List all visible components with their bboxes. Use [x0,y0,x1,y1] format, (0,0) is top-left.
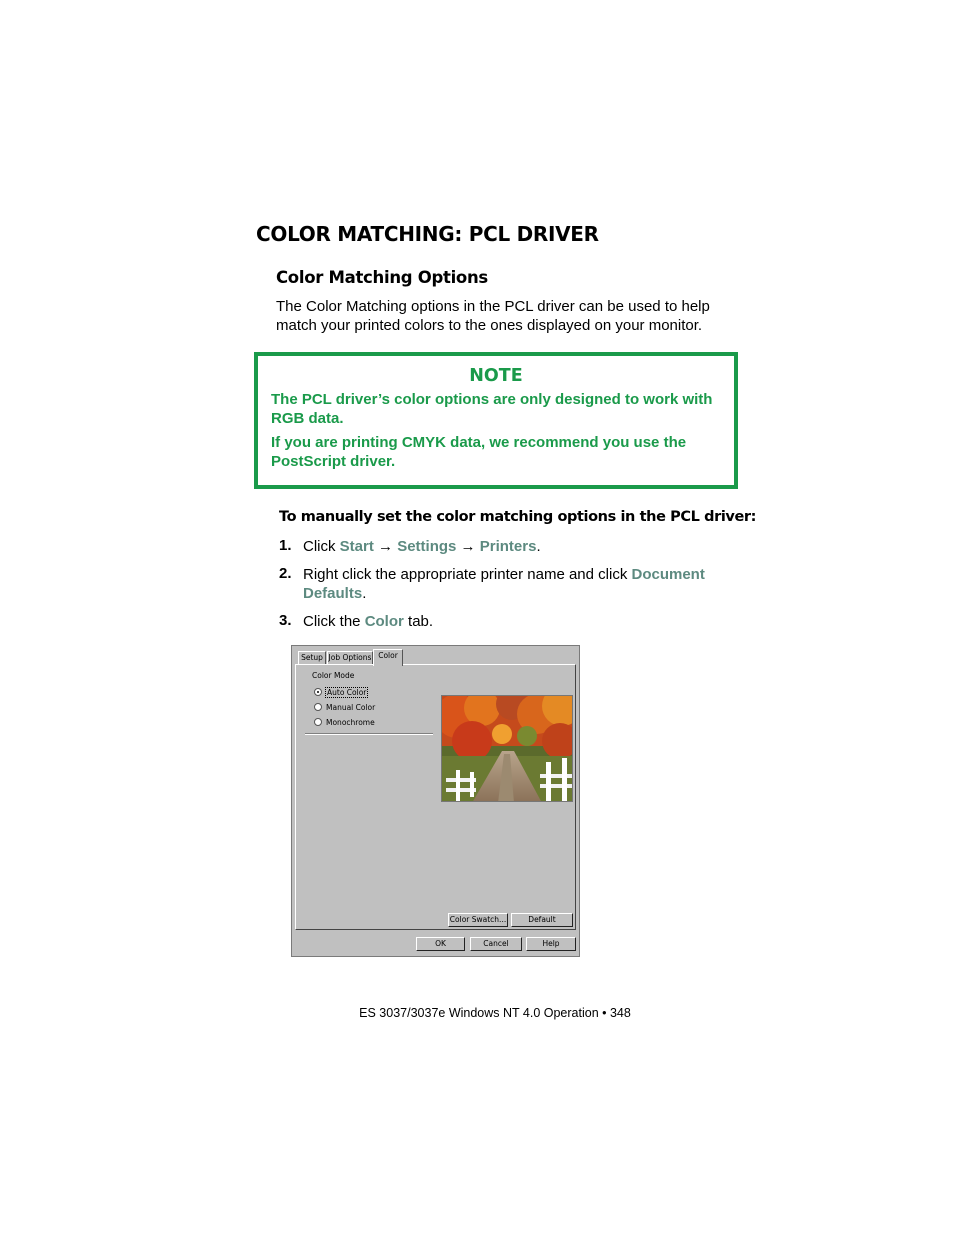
step-3-text: Click the Color tab. [303,613,434,630]
manual-color-label: Manual Color [326,703,376,712]
section-title: Color Matching Options [276,268,488,287]
procedure-heading: To manually set the color matching options in the PCL driver: [279,509,757,525]
autumn-road-image [442,696,573,802]
step-1-number: 1. [279,537,292,554]
start-link[interactable]: Start [339,538,374,555]
sample-photo [441,695,573,802]
monochrome-radio[interactable] [314,718,322,726]
manual-color-radio[interactable] [314,703,322,711]
auto-color-label: Auto Color [327,688,367,697]
settings-link[interactable]: Settings [397,538,457,555]
step-2-number: 2. [279,565,292,582]
tab-job-options[interactable]: Job Options [328,653,372,662]
color-tab-link[interactable]: Color [364,613,404,630]
note-title: NOTE [469,366,523,386]
default-button[interactable]: Default [511,913,573,927]
printers-link[interactable]: Printers [479,538,537,555]
auto-color-radio[interactable] [314,688,322,696]
document-defaults-link[interactable]: Document Defaults [303,566,705,602]
intro-paragraph: The Color Matching options in the PCL driver can be used to help match your printed colors to the ones displayed on your monitor. [276,298,710,334]
note-paragraph-1: The PCL driver’s color options are only designed to work with RGB data. [271,391,713,427]
tab-setup[interactable]: Setup [298,651,326,664]
page-footer: ES 3037/3037e Windows NT 4.0 Operation • 348 [359,1006,631,1020]
group-divider [305,733,433,735]
step-2-text: Right click the appropriate printer name and click Document Defaults. [303,566,705,602]
cancel-button[interactable]: Cancel [470,937,522,951]
monochrome-label: Monochrome [326,718,375,727]
page-title: COLOR MATCHING: PCL DRIVER [256,222,599,246]
color-dialog-screenshot [291,645,580,957]
step-3-number: 3. [279,612,292,629]
step-1-text: Click Start → Settings → Printers. [303,538,541,555]
tab-panel [295,664,576,930]
note-paragraph-2: If you are printing CMYK data, we recommend you use the PostScript driver. [271,434,687,470]
note-box [254,352,738,489]
tab-color[interactable]: Color [373,649,403,666]
color-swatch-button[interactable]: Color Swatch... [448,913,508,927]
ok-button[interactable]: OK [416,937,465,951]
color-mode-label: Color Mode [312,671,355,680]
help-button[interactable]: Help [526,937,576,951]
